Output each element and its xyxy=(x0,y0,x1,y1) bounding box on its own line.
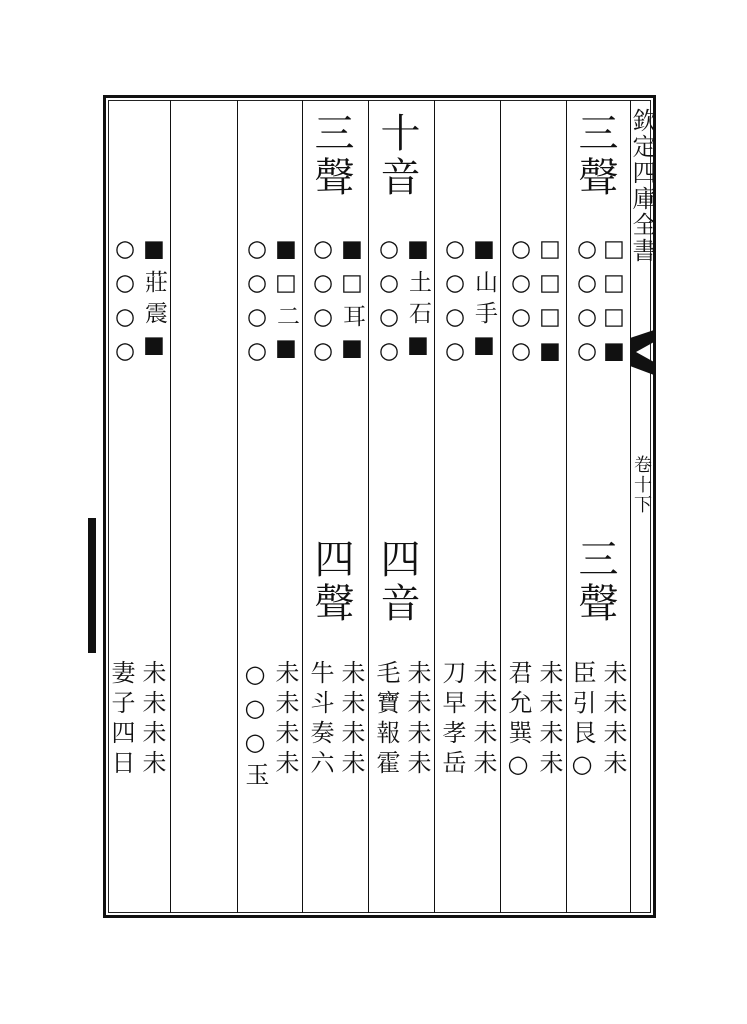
column-rule xyxy=(368,100,369,913)
entry-text: 臣引艮○ xyxy=(568,660,596,784)
circle-row: ○○○○ xyxy=(112,236,138,372)
column-rule xyxy=(500,100,501,913)
symbol-row: ■□耳■ xyxy=(339,236,365,369)
fish-tail-icon xyxy=(630,330,654,375)
symbol-row: ■土石■ xyxy=(405,236,431,366)
entry-text: 未未未未 xyxy=(599,660,627,780)
entry-text: 未未未未 xyxy=(469,660,497,780)
entry-text: 妻子四日 xyxy=(107,660,135,780)
circle-row: ○○○○ xyxy=(376,236,402,372)
circle-row: ○○○○ xyxy=(310,236,336,372)
column-rule xyxy=(302,100,303,913)
entry-text: 刀早孝岳 xyxy=(438,660,466,780)
entry-text: 未未未未 xyxy=(138,660,166,780)
column-header: 三聲 xyxy=(308,112,354,200)
circle-row: ○○○○ xyxy=(574,236,600,372)
column-header: 三聲 xyxy=(572,112,618,200)
entry-text: 未未未未 xyxy=(271,660,299,780)
entry-text: 牛斗奏六 xyxy=(306,660,334,780)
column-rule xyxy=(170,100,171,913)
rime-label: 三聲 xyxy=(572,538,618,626)
symbol-row: □□□■ xyxy=(601,236,627,372)
column-header: 十音 xyxy=(374,112,420,200)
symbol-row: ■莊震■ xyxy=(141,236,167,366)
binding-mark xyxy=(88,518,96,653)
column-rule xyxy=(434,100,435,913)
entry-text: 未未未未 xyxy=(535,660,563,780)
page-frame-inner xyxy=(108,100,651,913)
rime-label: 四聲 xyxy=(308,538,354,626)
column-rule xyxy=(237,100,238,913)
circle-row: ○○○○ xyxy=(508,236,534,372)
symbol-row: ■山手■ xyxy=(471,236,497,366)
book-title: 欽定四庫全書 xyxy=(628,108,656,264)
entry-text: 未未未未 xyxy=(337,660,365,780)
circle-row: ○○○○ xyxy=(442,236,468,372)
symbol-row: ■□二■ xyxy=(273,236,299,369)
column-rule xyxy=(566,100,567,913)
rime-label: 四音 xyxy=(374,538,420,626)
entry-text: 未未未未 xyxy=(403,660,431,780)
entry-text: 君允巽○ xyxy=(504,660,532,784)
entry-text: 毛寶報霍 xyxy=(372,660,400,780)
entry-text: ○○○玉 xyxy=(241,660,269,792)
juan-label: 卷十下 xyxy=(631,455,652,515)
symbol-row: □□□■ xyxy=(537,236,563,372)
circle-row: ○○○○ xyxy=(244,236,270,372)
